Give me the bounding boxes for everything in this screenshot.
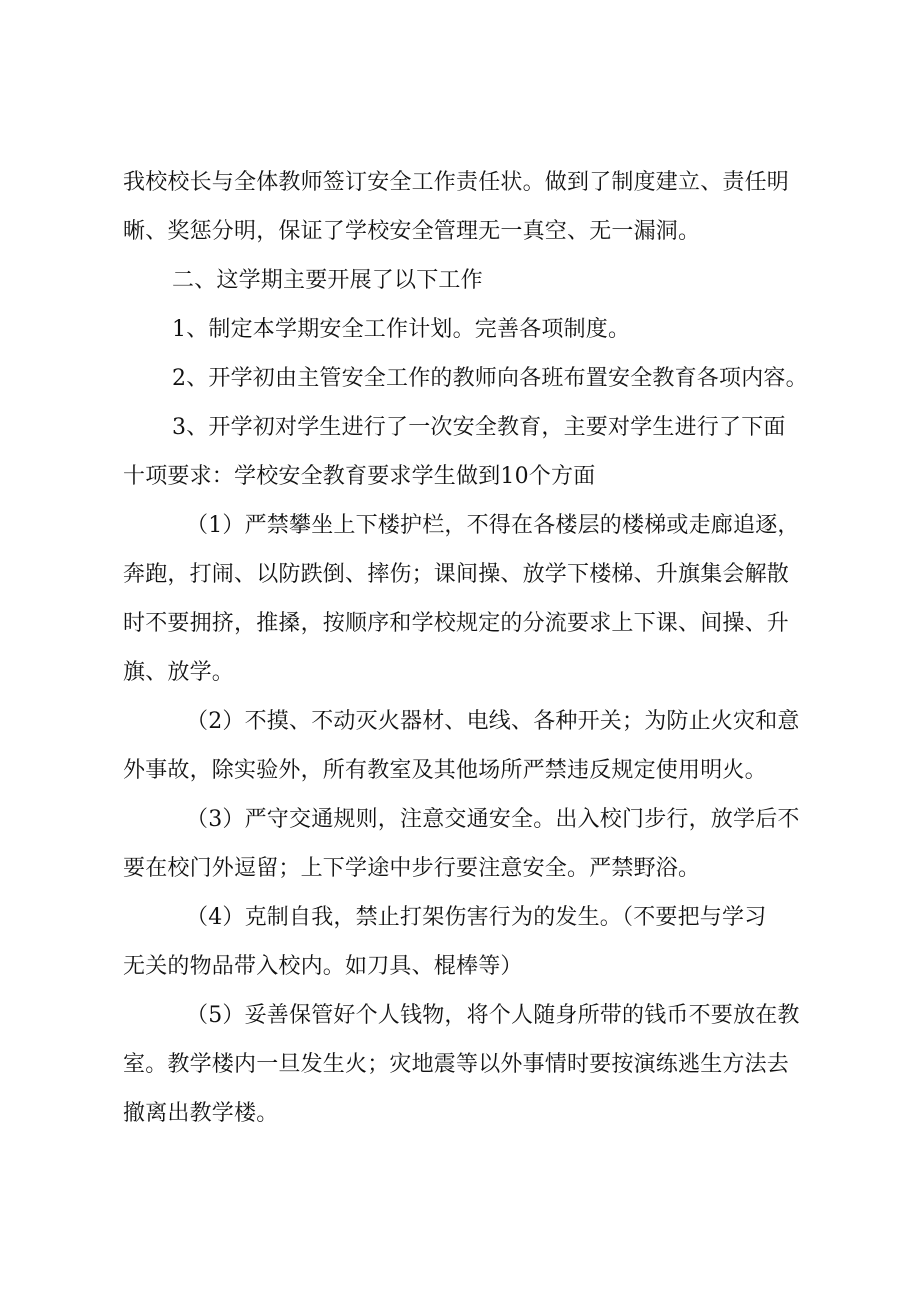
paragraph-line: 要在校门外逗留；上下学途中步行要注意安全。严禁野浴。 xyxy=(123,856,701,881)
paragraph-line: 旗、放学。 xyxy=(123,660,235,685)
paragraph-line: 时不要拥挤，推搡，按顺序和学校规定的分流要求上下课、间操、升 xyxy=(123,611,790,636)
list-item: （5）妥善保管好个人钱物，将个人随身所带的钱币不要放在教 xyxy=(186,1003,800,1028)
list-item: （2）不摸、不动灭火器材、电线、各种开关；为防止火灾和意 xyxy=(186,709,800,734)
list-item: 3、开学初对学生进行了一次安全教育，主要对学生进行了下面 xyxy=(172,415,786,440)
paragraph-line: 奔跑，打闹、以防跌倒、摔伤；课间操、放学下楼梯、升旗集会解散 xyxy=(123,562,790,587)
list-item: （1）严禁攀坐上下楼护栏，不得在各楼层的楼梯或走廊追逐， xyxy=(186,513,800,538)
paragraph-line: 外事故，除实验外，所有教室及其他场所严禁违反规定使用明火。 xyxy=(123,758,767,783)
paragraph-line: 晰、奖惩分明，保证了学校安全管理无一真空、无一漏洞。 xyxy=(123,219,701,244)
section-heading: 二、这学期主要开展了以下工作 xyxy=(172,268,483,293)
paragraph-line: 十项要求：学校安全教育要求学生做到10个方面 xyxy=(123,464,596,489)
list-item: 2、开学初由主管安全工作的教师向各班布置安全教育各项内容。 xyxy=(172,366,808,391)
paragraph-line: 无关的物品带入校内。如刀具、棍棒等） xyxy=(123,954,523,979)
paragraph-line: 室。教学楼内一旦发生火；灾地震等以外事情时要按演练逃生方法去 xyxy=(123,1052,790,1077)
list-item: （3）严守交通规则，注意交通安全。出入校门步行，放学后不 xyxy=(186,807,800,832)
list-item: 1、制定本学期安全工作计划。完善各项制度。 xyxy=(172,317,631,342)
paragraph-line: 撤离出教学楼。 xyxy=(123,1101,279,1126)
list-item: （4）克制自我，禁止打架伤害行为的发生。（不要把与学习 xyxy=(186,905,767,930)
paragraph-line: 我校校长与全体教师签订安全工作责任状。做到了制度建立、责任明 xyxy=(123,170,790,195)
